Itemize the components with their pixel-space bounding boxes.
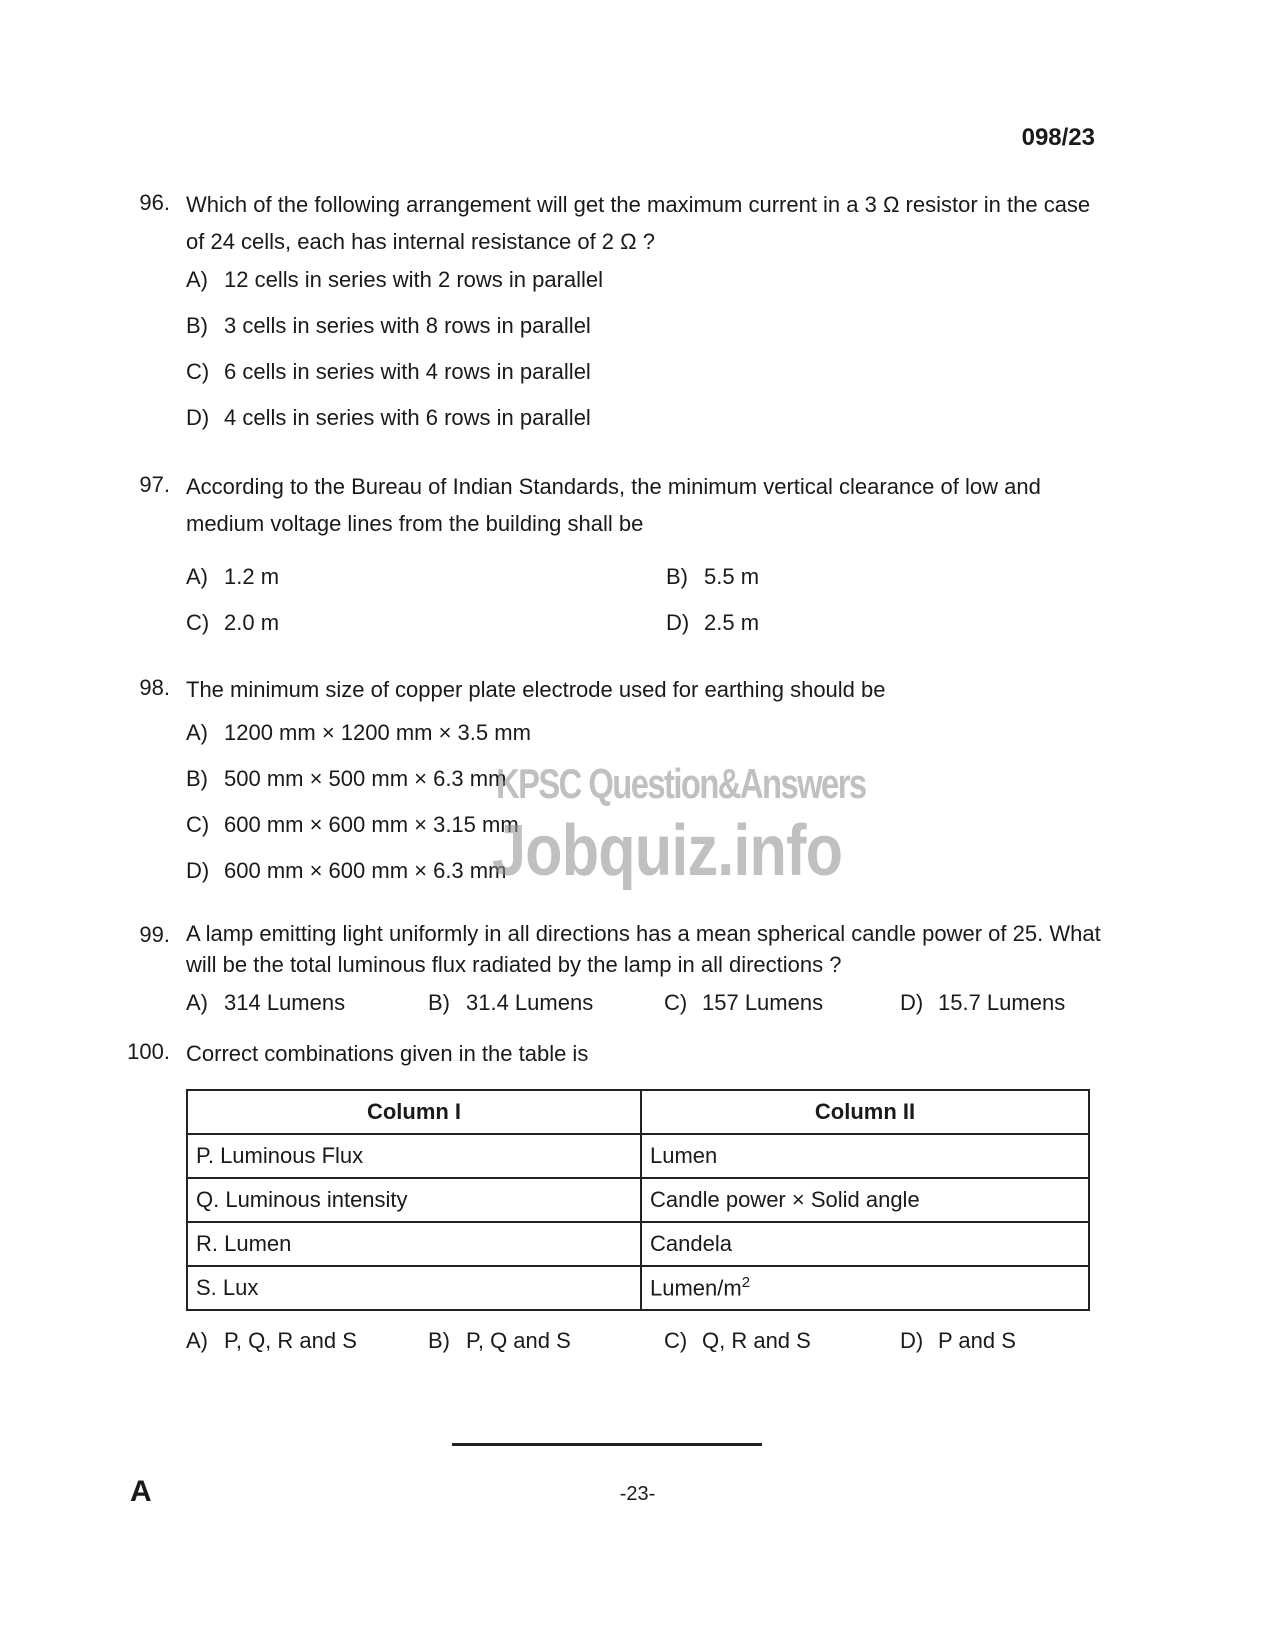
option-b: [666, 564, 759, 590]
option-label: D): [900, 1328, 924, 1353]
page-number: -23-: [619, 1483, 656, 1505]
option-label: A): [186, 1328, 208, 1353]
option-text: 600 mm × 600 mm × 6.3 mm: [224, 858, 507, 883]
option-label: B): [186, 313, 208, 338]
table-cell: [641, 1266, 1089, 1310]
table-cell: P. Luminous Flux: [187, 1134, 641, 1178]
option-text: 12 cells in series with 2 rows in parallel: [224, 267, 604, 292]
option-text: 1.2 m: [224, 564, 280, 589]
table-cell: S. Lux: [187, 1266, 641, 1310]
option-text: 15.7 Lumens: [938, 990, 1066, 1015]
option-label: C): [186, 359, 210, 384]
option-text: 4 cells in series with 6 rows in parallel: [224, 405, 591, 430]
option-label: D): [186, 858, 210, 883]
option-text: 2.0 m: [224, 610, 280, 635]
question-number: 97.: [139, 472, 170, 497]
option-label: B): [428, 1328, 450, 1353]
option-c: [664, 1328, 811, 1354]
option-label: D): [666, 610, 690, 635]
end-rule: [452, 1443, 762, 1446]
question-number: 100.: [127, 1039, 170, 1064]
table-cell: Q. Luminous intensity: [187, 1178, 641, 1222]
option-b: [186, 313, 591, 339]
table-header: Column II: [641, 1090, 1089, 1134]
unit-text: Lumen/m: [650, 1275, 742, 1301]
option-text: 2.5 m: [704, 610, 760, 635]
question-text: According to the Bureau of Indian Standards, the minimum vertical clearance of low and medium voltage lines from the building shall be: [186, 474, 1041, 536]
option-text: 500 mm × 500 mm × 6.3 mm: [224, 766, 507, 791]
option-label: B): [186, 766, 208, 791]
option-label: C): [186, 812, 210, 837]
option-label: A): [186, 564, 208, 589]
table-row: [187, 1266, 1089, 1310]
option-a: [186, 990, 345, 1016]
option-b: [186, 766, 506, 792]
option-a: [186, 267, 603, 293]
option-d: [666, 610, 759, 636]
option-a: [186, 564, 279, 590]
option-a: [186, 1328, 357, 1354]
option-label: D): [900, 990, 924, 1015]
option-label: A): [186, 267, 208, 292]
question-text: Which of the following arrangement will get the maximum current in a 3 Ω resistor in the case of 24 cells, each has internal resistance of 2 Ω ?: [186, 192, 1091, 254]
superscript: 2: [741, 1274, 751, 1292]
option-label: C): [664, 1328, 688, 1353]
option-d: [900, 1328, 1016, 1354]
set-code: A: [130, 1475, 152, 1508]
question-text: The minimum size of copper plate electrode used for earthing should be: [186, 677, 886, 702]
option-b: [428, 1328, 571, 1354]
watermark-line2: Jobquiz.info: [492, 811, 843, 891]
table-row: [187, 1178, 1089, 1222]
option-label: C): [664, 990, 688, 1015]
option-a: [186, 720, 531, 746]
option-label: A): [186, 990, 208, 1015]
option-text: 157 Lumens: [702, 990, 824, 1015]
option-text: 600 mm × 600 mm × 3.15 mm: [224, 812, 519, 837]
question-number: 99.: [139, 922, 170, 947]
option-label: B): [666, 564, 688, 589]
option-c: [186, 610, 279, 636]
table-cell: Candle power × Solid angle: [641, 1178, 1089, 1222]
option-d: [900, 990, 1065, 1016]
option-c: [186, 812, 519, 838]
question-number: 98.: [139, 675, 170, 700]
table-row: [187, 1222, 1089, 1266]
option-text: 314 Lumens: [224, 990, 346, 1015]
table-cell: Candela: [641, 1222, 1089, 1266]
question-text: A lamp emitting light uniformly in all directions has a mean spherical candle power of 25. What will be the total luminous flux radiated by the lamp in all directions ?: [186, 921, 1101, 977]
option-text: 5.5 m: [704, 564, 760, 589]
option-text: 31.4 Lumens: [466, 990, 594, 1015]
option-d: [186, 405, 591, 431]
matching-table: [186, 1089, 1090, 1311]
table-row: [187, 1134, 1089, 1178]
table-header: Column I: [187, 1090, 641, 1134]
question-text: Correct combinations given in the table is: [186, 1041, 589, 1066]
option-text: P, Q and S: [466, 1328, 571, 1353]
option-text: 6 cells in series with 4 rows in parallel: [224, 359, 591, 384]
option-d: [186, 858, 506, 884]
option-label: D): [186, 405, 210, 430]
question-number: 96.: [139, 190, 170, 215]
option-label: B): [428, 990, 450, 1015]
option-text: 3 cells in series with 8 rows in parallel: [224, 313, 591, 338]
table-cell: Lumen: [641, 1134, 1089, 1178]
option-text: P and S: [938, 1328, 1016, 1353]
option-b: [428, 990, 593, 1016]
option-text: Q, R and S: [702, 1328, 811, 1353]
paper-code: 098/23: [1021, 124, 1095, 151]
table-cell: R. Lumen: [187, 1222, 641, 1266]
option-text: P, Q, R and S: [224, 1328, 357, 1353]
option-label: A): [186, 720, 208, 745]
watermark-line1: KPSC Question&Answers: [496, 760, 866, 807]
option-c: [186, 359, 591, 385]
table-header-row: [187, 1090, 1089, 1134]
option-label: C): [186, 610, 210, 635]
option-c: [664, 990, 823, 1016]
option-text: 1200 mm × 1200 mm × 3.5 mm: [224, 720, 531, 745]
